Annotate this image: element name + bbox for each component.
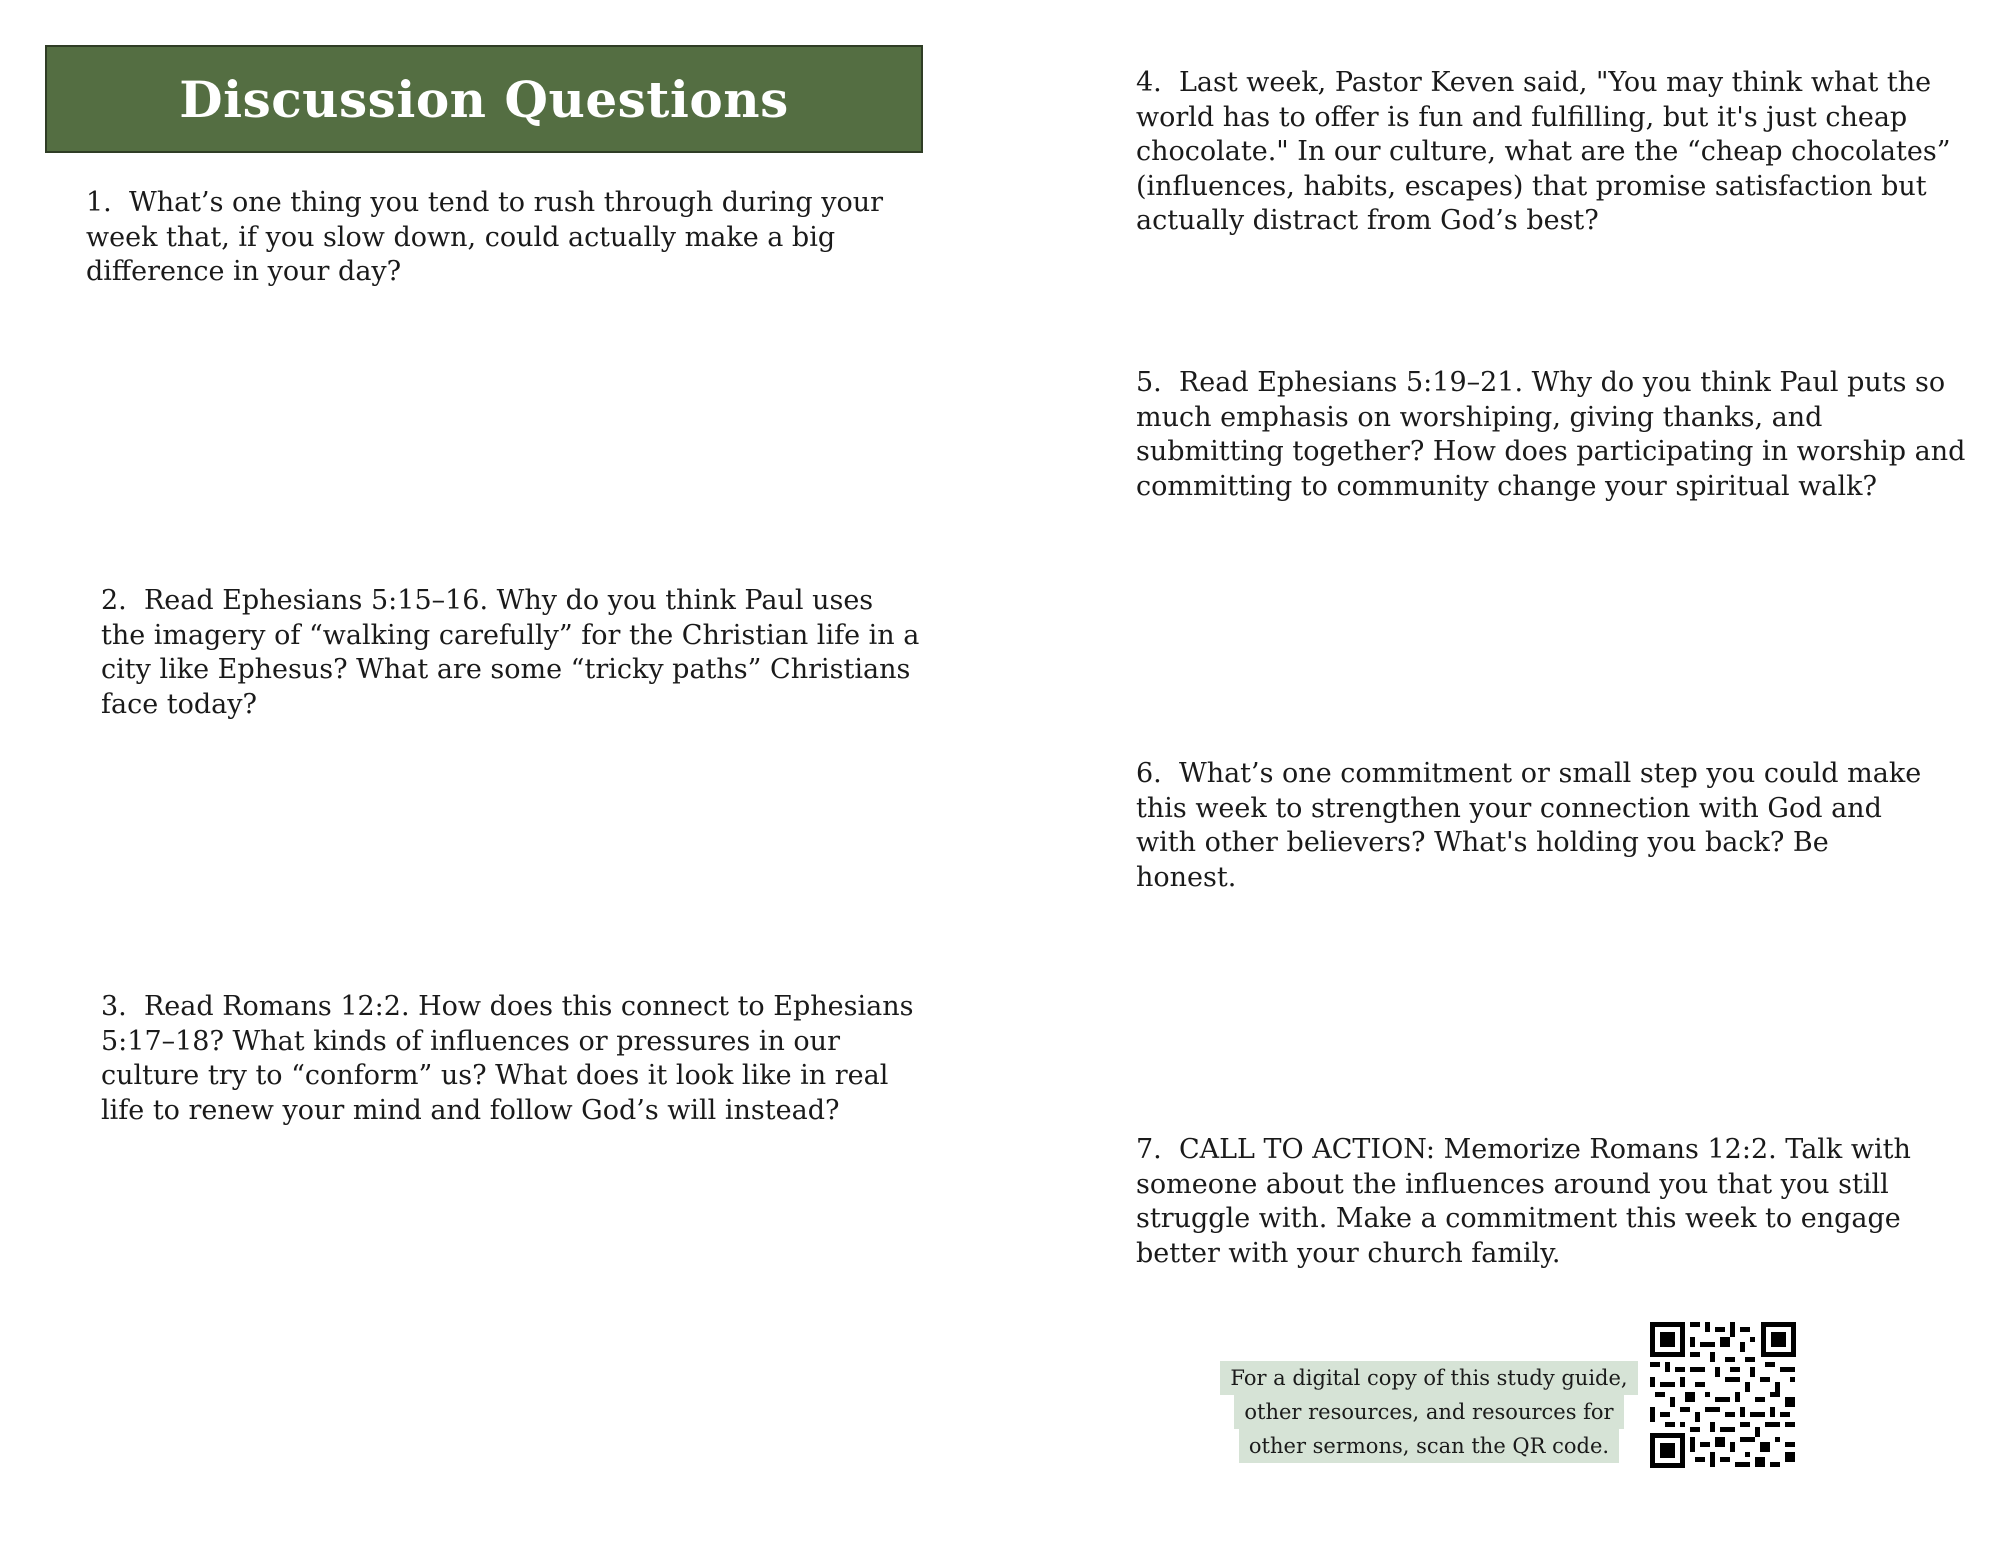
title-banner xyxy=(45,45,923,153)
note-line: For a digital copy of this study guide, xyxy=(1220,1361,1637,1395)
question-5 xyxy=(1136,366,1966,504)
question-7 xyxy=(1136,1133,1966,1271)
digital-copy-note xyxy=(1228,1338,1630,1486)
question-text: Last week, Pastor Keven said, "You may think what the world has to offer is fun and fulfilling, but it's just cheap chocolate." In our culture, what are the “cheap chocolates” (influences, habits, escapes) that promise satisfaction but actually distract from God’s best? xyxy=(1136,67,1951,236)
question-4 xyxy=(1136,66,1981,239)
question-number: 7. xyxy=(1136,1134,1162,1165)
question-3 xyxy=(101,990,921,1128)
question-number: 5. xyxy=(1136,367,1162,398)
question-6 xyxy=(1136,757,1936,895)
question-text: Read Romans 12:2. How does this connect to Ephesians 5:17–18? What kinds of influences or pressures in our culture try to “conform” us? What does it look like in real life to renew your mind and follow God’s will instead? xyxy=(101,991,914,1126)
qr-finder-bottom-left xyxy=(1650,1433,1685,1468)
note-line: other resources, and resources for xyxy=(1234,1395,1623,1429)
question-1 xyxy=(86,186,926,290)
qr-code-icon[interactable] xyxy=(1648,1320,1798,1470)
question-text: Read Ephesians 5:19–21. Why do you think Paul puts so much emphasis on worshiping, giving thanks, and submitting together? How does participating in worship and committing to community change your spiritual walk? xyxy=(1136,367,1966,502)
question-number: 4. xyxy=(1136,67,1162,98)
qr-finder-top-right xyxy=(1761,1322,1796,1357)
question-number: 2. xyxy=(101,585,127,616)
question-text: What’s one commitment or small step you could make this week to strengthen your connection with God and with other believers? What's holding you back? Be honest. xyxy=(1136,758,1922,893)
question-text: What’s one thing you tend to rush through during your week that, if you slow down, could actually make a big difference in your day? xyxy=(86,187,884,287)
question-2 xyxy=(101,584,921,722)
question-number: 3. xyxy=(101,991,127,1022)
question-text: Read Ephesians 5:15–16. Why do you think Paul uses the imagery of “walking carefully” for the Christian life in a city like Ephesus? What are some “tricky paths” Christians face today? xyxy=(101,585,920,720)
page-title: Discussion Questions xyxy=(179,69,789,129)
note-line: other sermons, scan the QR code. xyxy=(1239,1429,1619,1463)
question-text: CALL TO ACTION: Memorize Romans 12:2. Talk with someone about the influences around you that you still struggle with. Make a commitment this week to engage better with your church family. xyxy=(1136,1134,1911,1269)
qr-finder-top-left xyxy=(1650,1322,1685,1357)
question-number: 1. xyxy=(86,187,112,218)
question-number: 6. xyxy=(1136,758,1162,789)
